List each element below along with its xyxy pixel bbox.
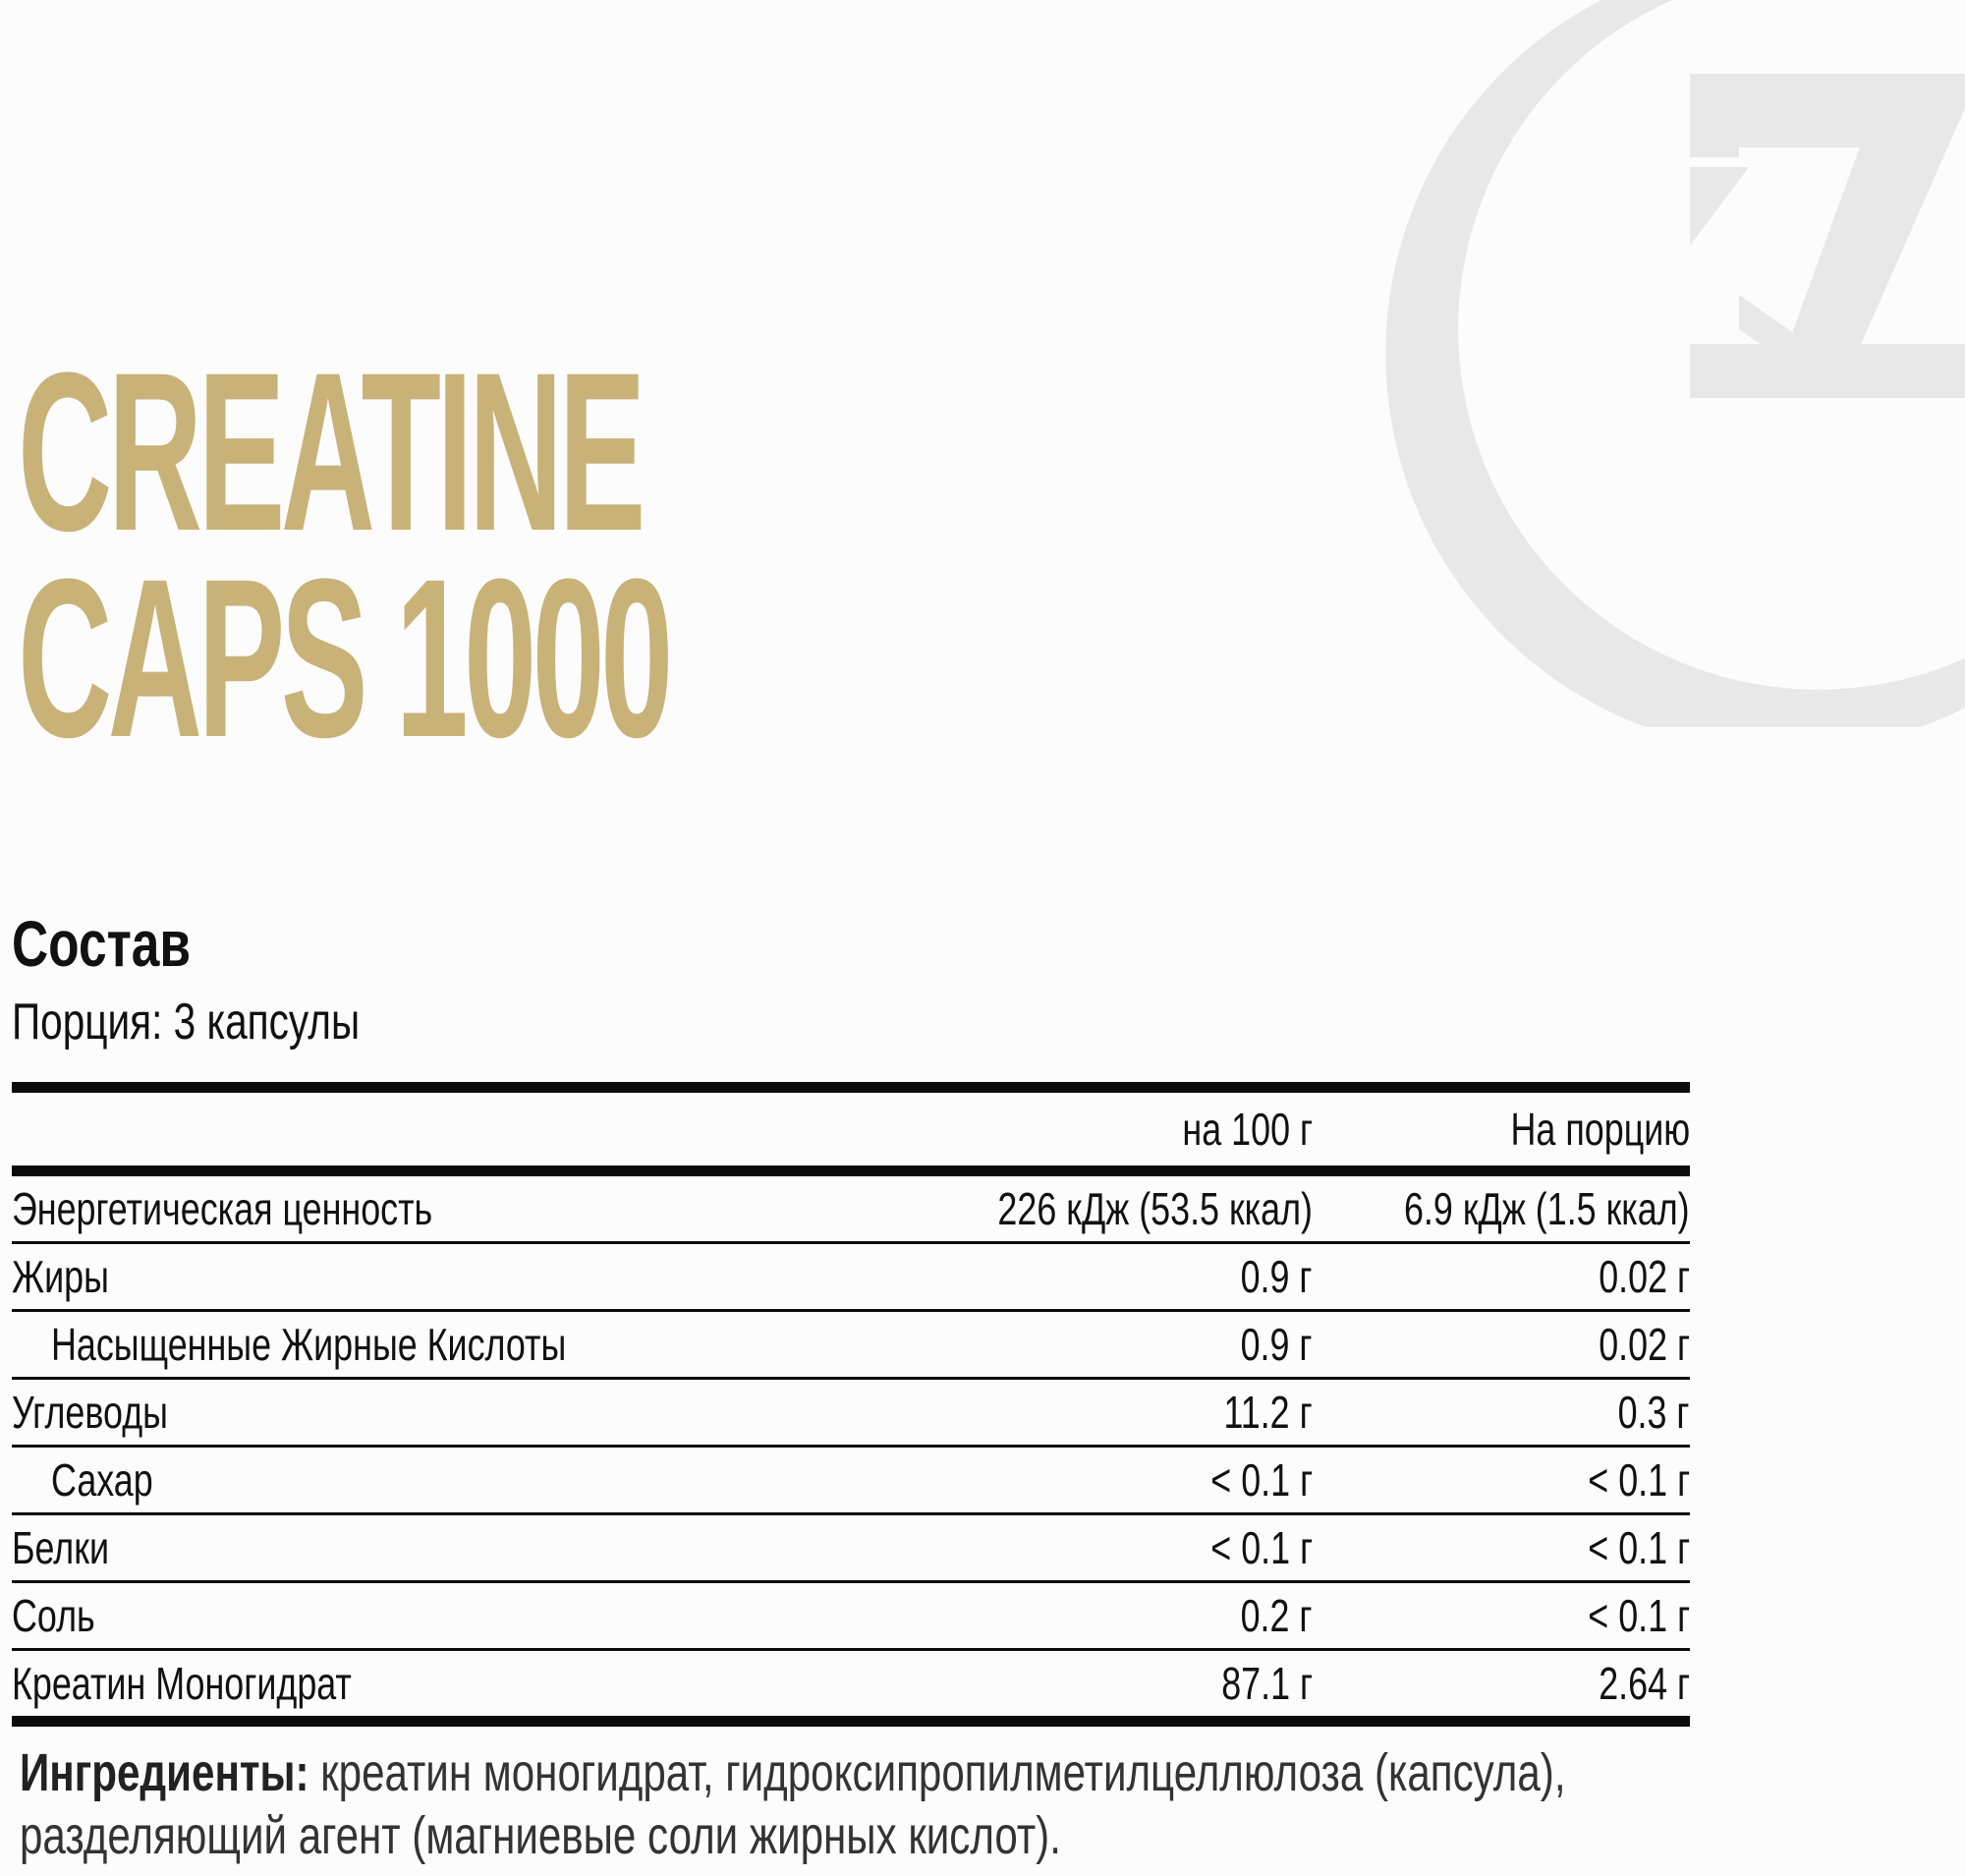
table-top-rule (12, 1082, 1690, 1093)
nutrient-per-serving: < 0.1 г (1588, 1522, 1690, 1573)
nutrient-name: Насыщенные Жирные Кислоты (51, 1319, 567, 1370)
table-row (12, 1651, 1690, 1716)
nutrient-per-serving: 6.9 кДж (1.5 ккал) (1404, 1183, 1690, 1234)
nutrient-per-100g: 11.2 г (1223, 1387, 1313, 1438)
nutrient-per-serving: 2.64 г (1599, 1658, 1690, 1709)
nutrient-name: Белки (12, 1522, 109, 1573)
table-row (12, 1244, 1690, 1309)
ingredients-line-1: креатин моногидрат, гидроксипропилметилцеллюлоза (капсула), (309, 1743, 1566, 1802)
table-row (12, 1515, 1690, 1580)
table-row (12, 1583, 1690, 1648)
nutrient-per-100g: 0.9 г (1241, 1251, 1313, 1302)
nutrient-per-serving: 0.02 г (1599, 1319, 1690, 1370)
table-header-row (12, 1093, 1690, 1165)
table-header-rule (12, 1165, 1690, 1176)
table-row (12, 1448, 1690, 1512)
nutrient-per-100g: 0.9 г (1241, 1319, 1313, 1370)
table-row (12, 1312, 1690, 1377)
nutrient-per-serving: < 0.1 г (1588, 1590, 1690, 1641)
table-body (12, 1176, 1690, 1716)
nutrient-name: Энергетическая ценность (12, 1183, 433, 1234)
nutrient-per-100g: 226 кДж (53.5 ккал) (997, 1183, 1313, 1234)
nutrient-per-100g: 0.2 г (1241, 1590, 1313, 1641)
nutrient-per-serving: 0.02 г (1599, 1251, 1690, 1302)
product-title (18, 325, 1141, 784)
product-title-line-2: CAPS 1000 (18, 532, 669, 784)
composition-heading: Состав (12, 907, 192, 980)
ingredients-label: Ингредиенты: (20, 1743, 309, 1802)
brand-emblem-icon (1376, 0, 1965, 727)
table-row (12, 1380, 1690, 1445)
nutrient-per-100g: < 0.1 г (1210, 1522, 1313, 1573)
table-bottom-rule (12, 1716, 1690, 1727)
nutrition-table (12, 1082, 1690, 1727)
ingredients-line-2: разделяющий агент (магниевые соли жирных кислот). (20, 1806, 1061, 1865)
column-header-per-serving: На порцию (1510, 1104, 1690, 1155)
nutrient-per-serving: < 0.1 г (1588, 1454, 1690, 1506)
product-title-line-1: CREATINE (18, 325, 642, 578)
serving-size-text: Порция: 3 капсулы (12, 994, 361, 1051)
table-row (12, 1176, 1690, 1241)
nutrient-per-serving: 0.3 г (1618, 1387, 1690, 1438)
nutrient-name: Жиры (12, 1251, 109, 1302)
nutrient-name: Сахар (51, 1454, 153, 1506)
nutrient-per-100g: < 0.1 г (1210, 1454, 1313, 1506)
nutrient-name: Креатин Моногидрат (12, 1658, 352, 1709)
ingredients-text (20, 1741, 1706, 1867)
column-header-per-100g: на 100 г (1182, 1104, 1313, 1155)
nutrient-per-100g: 87.1 г (1221, 1658, 1313, 1709)
nutrient-name: Углеводы (12, 1387, 168, 1438)
nutrient-name: Соль (12, 1590, 95, 1641)
